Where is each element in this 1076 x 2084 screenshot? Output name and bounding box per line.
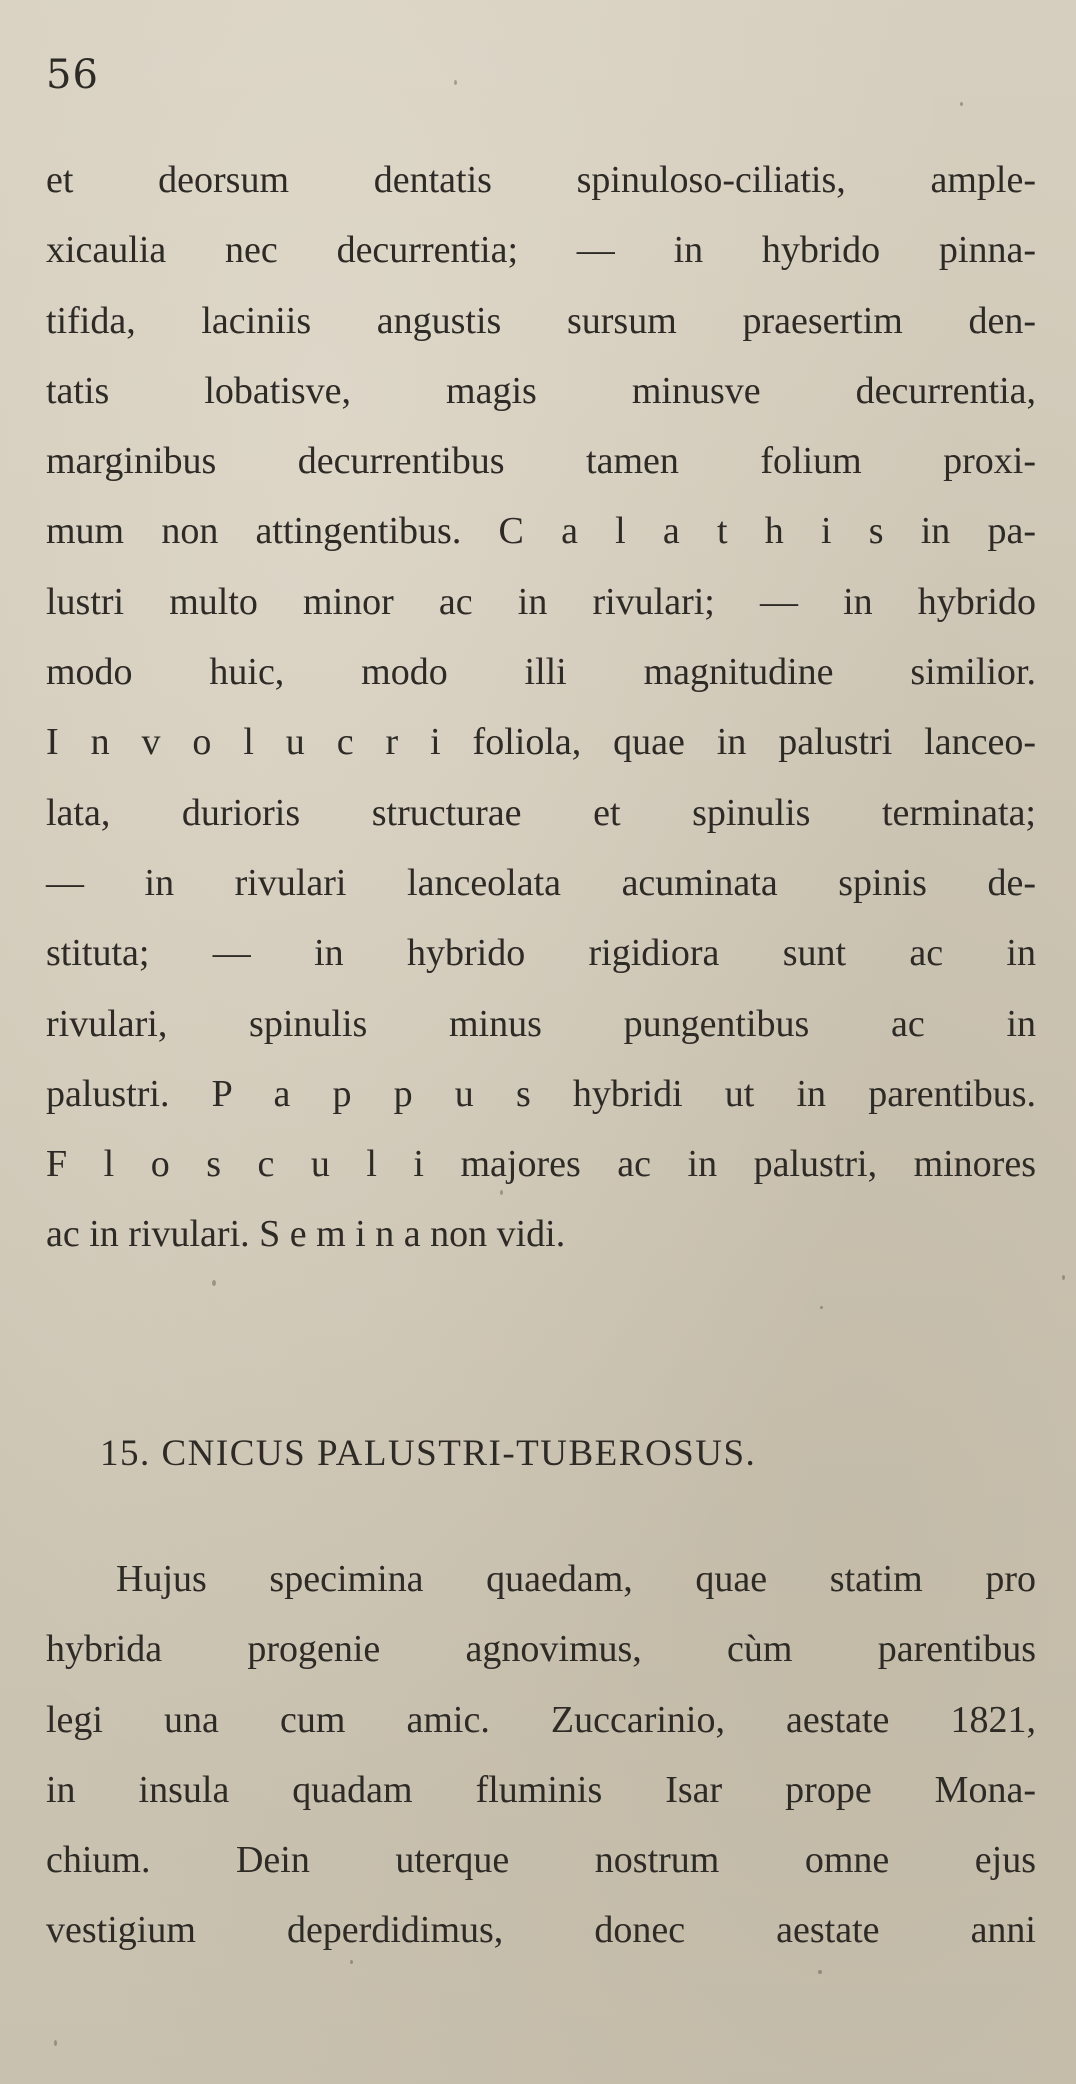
paragraph-1 [46, 145, 1036, 1270]
text-line: modo huic, modo illi magnitudine similior. [46, 651, 1036, 694]
page-number: 56 [46, 52, 99, 98]
text-line: lustri multo minor ac in rivulari; — in hybrido [46, 580, 1036, 623]
text-line: in insula quadam fluminis Isar prope Mona- [46, 1768, 1036, 1811]
paper-speck [212, 1280, 216, 1286]
text-line: marginibus decurrentibus tamen folium proxi- [46, 440, 1036, 483]
paper-speck [818, 1970, 822, 1974]
text-line: Hujus specimina quaedam, quae statim pro [116, 1558, 1036, 1600]
text-line: hybrida progenie agnovimus, cùm parentibus [46, 1628, 1036, 1671]
text-line: rivulari, spinulis minus pungentibus ac in [46, 1002, 1036, 1045]
text-line: I n v o l u c r i foliola, quae in palustri lanceo- [46, 721, 1036, 764]
text-line: legi una cum amic. Zuccarinio, aestate 1821, [46, 1698, 1036, 1741]
text-line: tifida, laciniis angustis sursum praesertim den- [46, 299, 1036, 342]
text-line: mum non attingentibus. C a l a t h i s in pa- [46, 510, 1036, 553]
text-line: chium. Dein uterque nostrum omne ejus [46, 1839, 1036, 1882]
paragraph-2 [46, 1544, 1036, 1966]
text-line: — in rivulari lanceolata acuminata spinis de- [46, 861, 1036, 904]
paper-speck [820, 1306, 823, 1309]
text-line: stituta; — in hybrido rigidiora sunt ac in [46, 932, 1036, 975]
text-line: vestigium deperdidimus, donec aestate anni [46, 1909, 1036, 1952]
section-heading: 15. CNICUS PALUSTRI-TUBEROSUS. [100, 1433, 757, 1474]
text-line: tatis lobatisve, magis minusve decurrentia, [46, 369, 1036, 412]
text-line: xicaulia nec decurrentia; — in hybrido pinna- [46, 229, 1036, 272]
text-line: F l o s c u l i majores ac in palustri, minores [46, 1143, 1036, 1186]
paper-speck [1062, 1275, 1065, 1280]
paper-speck [500, 1190, 503, 1195]
text-line: lata, durioris structurae et spinulis terminata; [46, 791, 1036, 834]
paper-speck [454, 80, 457, 85]
paper-speck [350, 1960, 353, 1964]
paper-speck [960, 102, 963, 106]
text-line: ac in rivulari. S e m i n a non vidi. [46, 1213, 566, 1256]
text-line: et deorsum dentatis spinuloso-ciliatis, ample- [46, 159, 1036, 201]
text-line: palustri. P a p p u s hybridi ut in parentibus. [46, 1072, 1036, 1115]
paper-speck [54, 2040, 57, 2046]
